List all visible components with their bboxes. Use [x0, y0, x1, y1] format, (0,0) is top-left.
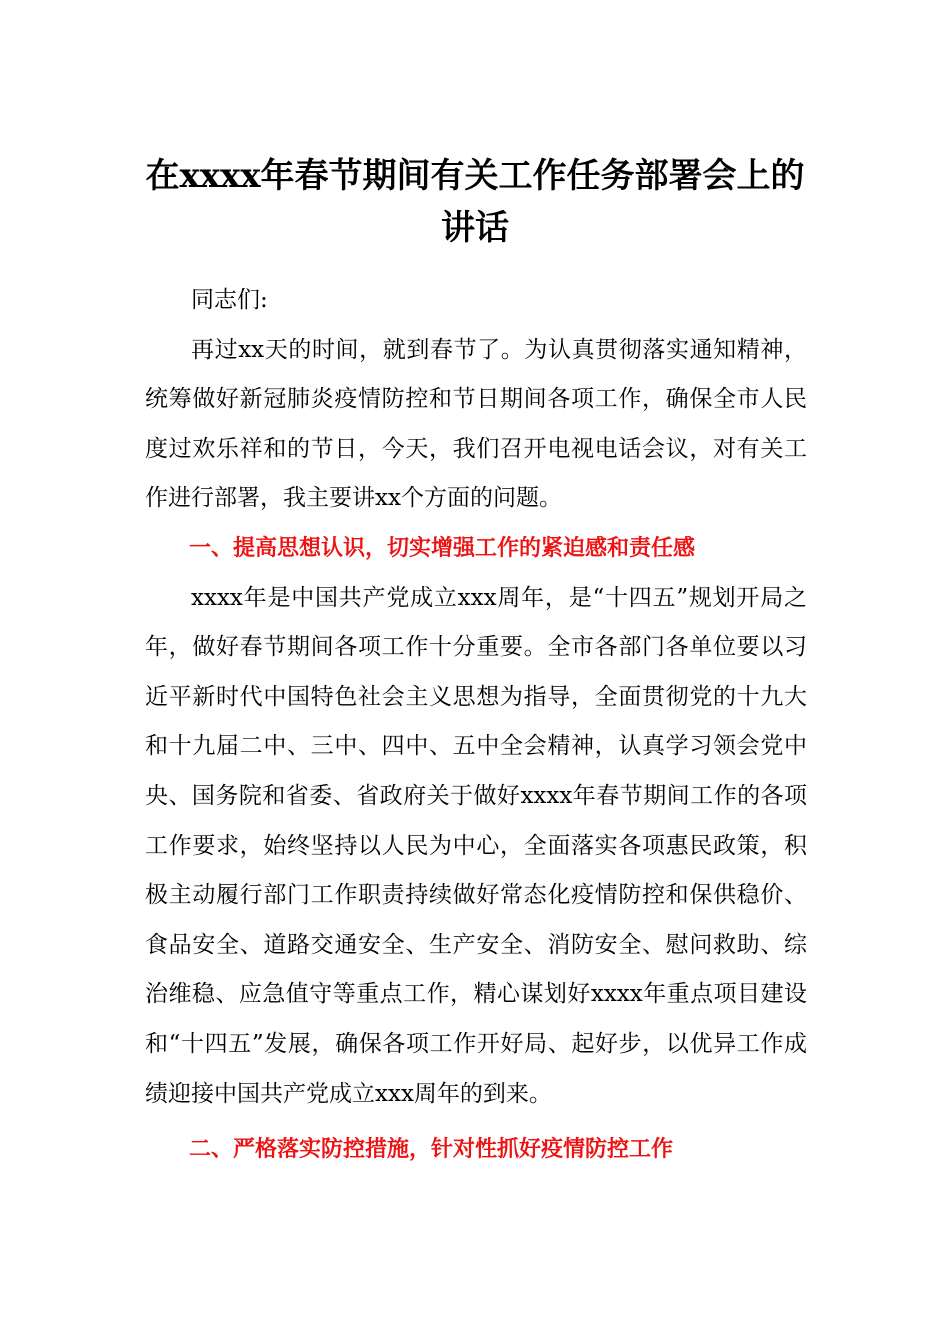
- document-body: [145, 276, 807, 1175]
- document-title: 在xxxx年春节期间有关工作任务部署会上的讲话: [145, 156, 805, 248]
- intro-paragraph: 再过xx天的时间，就到春节了。为认真贯彻落实通知精神，统筹做好新冠肺炎疫情防控和节日期间各项工作，确保全市人民度过欢乐祥和的节日，今天，我们召开电视电话会议，对有关工作进行部署，我主要讲xx个方面的问题。: [145, 336, 807, 512]
- section-heading-2: 二、严格落实防控措施，针对性抓好疫情防控工作: [189, 1137, 674, 1163]
- salutation: 同志们:: [191, 287, 268, 313]
- section-heading-1: 一、提高思想认识，切实增强工作的紧迫感和责任感: [189, 535, 696, 561]
- section-1-paragraph: xxxx年是中国共产党成立xxx周年，是“十四五”规划开局之年，做好春节期间各项工作十分重要。全市各部门各单位要以习近平新时代中国特色社会主义思想为指导，全面贯彻党的十九大和十九届二中、三中、四中、五中全会精神，认真学习领会党中央、国务院和省委、省政府关于做好xxxx年春节期间工作的各项工作要求，始终坚持以人民为中心，全面落实各项惠民政策，积极主动履行部门工作职责持续做好常态化疫情防控和保供稳价、食品安全、道路交通安全、生产安全、消防安全、慰问救助、综治维稳、应急值守等重点工作，精心谋划好xxxx年重点项目建设和“十四五”发展，确保各项工作开好局、起好步，以优异工作成绩迎接中国共产党成立xxx周年的到来。: [145, 584, 807, 1107]
